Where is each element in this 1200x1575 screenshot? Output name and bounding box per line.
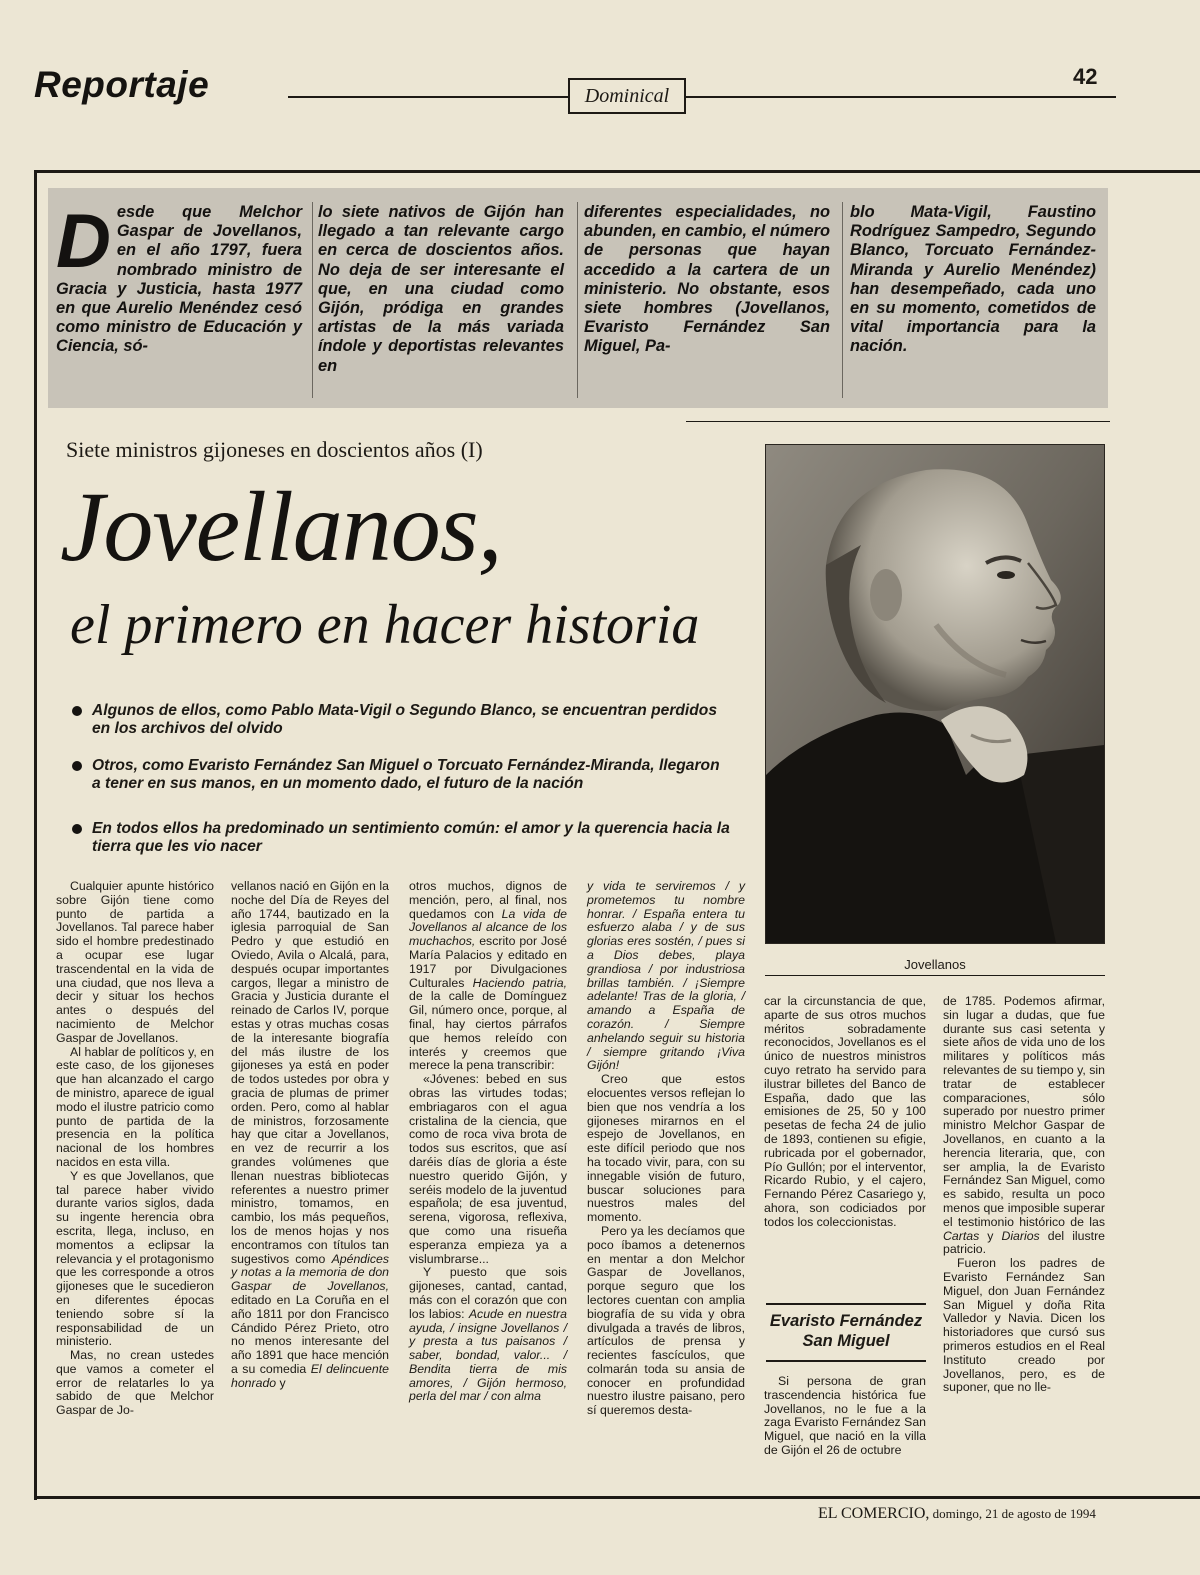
paragraph: Y puesto que sois gijoneses, cantad, cantad, más con el corazón que con los labios: Acude en nuestra ayuda, / insigne Jovellanos / y presta a tus paisanos / saber, bondad, valor... / Bendita tierra de mis amores, / Gijón hermoso, perla del mar / con alma [409, 1265, 567, 1404]
issue-date: domingo, 21 de agosto de 1994 [932, 1506, 1096, 1521]
intro-column-3: diferentes especialidades, no abunden, en cambio, el número de personas que hayan accedido a la cartera de un ministerio. No obstante, esos siete hombres (Jovellanos, Evaristo Fernández San Miguel, Pa- [584, 203, 830, 356]
paragraph: Pero ya les decíamos que poco íbamos a detenernos en mentar a don Melchor Gaspar de Jovellanos, porque seguro que los lectores cuentan con amplia biografía de su vida y obra divulgada a través de libros, artículos de prensa y recientes fascículos, que colmarán toda su ansia de conocer en profundidad nuestro ilustre paisano, pero sí queremos desta- [587, 1223, 745, 1418]
paragraph: y vida te serviremos / y prometemos tu nombre honrar. / España entera tu esfuerzo alaba / y de sus glorias eres sostén, / pues si a Dios debes, playa grandiosa / por industriosa brillas también. / ¡Siempre adelante! Tras de la gloria, / amando a España de corazón. / Siempre anhelando seguir su historia / siempre gritando ¡Viva Gijón! [587, 879, 745, 1073]
paragraph: «Jóvenes: bebed en sus obras las virtudes todas; embriagaros con el agua cristalina de la ciencia, que como de roca viva brota de todos sus escritos, que así daréis días de gloria a éste nuestro querido Gijón, y seréis modelo de la juventud española; de esa juventud, serena, vigorosa, reflexiva, que como una risueña esperanza empieza ya a vislumbrarse... [409, 1072, 567, 1266]
paragraph: Mas, no crean ustedes que vamos a cometer el error de relatarles lo ya sabido de que Melchor Gaspar de Jo- [56, 1348, 214, 1418]
kicker-rule [686, 421, 1110, 422]
paragraph: Creo que estos elocuentes versos reflejan lo bien que nos vendría a los gijoneses mirarnos en el espejo de Jovellanos, en este difícil periodo que nos ha tocado vivir, para, con su innegable visión de futuro, buscar soluciones para nuestros males del momento. [587, 1072, 745, 1225]
body-column-2 [231, 880, 389, 1390]
header-rule-left [288, 96, 570, 98]
body-column-5 [764, 995, 926, 1230]
body-column-6 [943, 995, 1105, 1395]
intro-separator [577, 202, 578, 398]
caption-rule [765, 975, 1105, 976]
headline-sub: el primero en hacer historia [70, 594, 700, 656]
summary-bullet: Otros, como Evaristo Fernández San Miguel o Torcuato Fernández-Miranda, llegaron a tener en sus manos, en un momento dado, el futuro de la nación [72, 757, 732, 793]
body-column-1 [56, 880, 214, 1418]
drop-cap: D [56, 199, 111, 284]
intro-separator [312, 202, 313, 398]
paragraph: Si persona de gran trascendencia histórica fue Jovellanos, no le fue a la zaga Evaristo Fernández San Miguel, que nació en la villa de Gijón el 26 de octubre [764, 1374, 927, 1457]
bullet-dot-icon [72, 824, 82, 834]
paragraph: Al hablar de políticos y, en este caso, de los gijoneses que han alcanzado el cargo de ministro, aparece de igual modo el ilustre patricio como punto de partida de la presencia en la política nacional de los hombres nacidos en esta villa. [56, 1044, 214, 1169]
intro-separator [842, 202, 843, 398]
header-rule-right [680, 96, 1116, 98]
body-column-5-continued [764, 1375, 926, 1458]
byline-rule-bottom [766, 1360, 926, 1362]
kicker: Siete ministros gijoneses en doscientos años (I) [66, 437, 483, 462]
body-column-3 [409, 880, 567, 1404]
paragraph: de 1785. Podemos afirmar, sin lugar a dudas, que fue durante sus casi setenta y siete años de vida uno de los militares y políticos más relevantes de su tiempo y, sin tratar de establecer comparaciones, sólo superado por nuestro primer ministro Melchor Gaspar de Jovellanos, en cuanto a la herencia literaria, que, con ser amplia, la de Evaristo Fernández San Miguel, como es sabido, resulta un poco menos que imposible superar el testimonio histórico de las Cartas y Diarios del ilustre patricio. [943, 994, 1105, 1257]
byline-rule-top [766, 1303, 926, 1305]
bullet-dot-icon [72, 761, 82, 771]
paragraph: vellanos nació en Gijón en la noche del Día de Reyes del año 1744, bautizado en la iglesia parroquial de San Pedro y que estudió en Oviedo, Avila o Alcalá, para, después ocupar importantes cargos, llegar a ministro de Gracia y Justicia durante el reinado de Carlos IV, porque estas y otras muchas cosas de la interesante biografía del más ilustre de los gijoneses ya está en poder de todos ustedes por obra y gracia de plumas de primer orden. Pero, como al hablar de ministros, forzosamente hay que citar a Jovellanos, en vez de recurrir a los grandes volúmenes que llenan nuestras bibliotecas referentes a nuestro primer ministro, tomamos, en cambio, los más pequeños, los de menos hojas y nos encontramos con títulos tan sugestivos como Apéndices y notas a la memoria de don Gaspar de Jovellanos, editado en La Coruña en el año 1811 por don Francisco Cándido Pérez Prieto, otro no menos interesante del año 1891 que hace mención a su comedia El delincuente honrado y [231, 879, 389, 1390]
photo-caption: Jovellanos [904, 957, 966, 972]
paragraph: Cualquier apunte histórico sobre Gijón tiene como punto de partida a Jovellanos. Tal parece haber sido el hombre predestinado a ocupar ese lugar trascendental en la vida de una ciudad, que nos lleva a decir y situar los hechos antes o después del nacimiento de Melchor Gaspar de Jovellanos. [56, 879, 214, 1045]
paragraph: car la circunstancia de que, aparte de sus otros muchos méritos sobradamente reconocidos, Jovellanos es el único de nuestros ministros cuyo retrato ha servido para ilustrar billetes del Banco de España, dado que las emisiones de 25, 50 y 100 pesetas de fecha 24 de julio de 1893, contienen su efigie, rubricada por el gobernador, Pío Gullón; por el interventor, Ricardo Rubio, y el cajero, Fernando Pérez Casariego y, ahora, son codiciados por todos los coleccionistas. [764, 994, 926, 1229]
portrait-illustration [766, 445, 1104, 943]
supplement-label: Dominical [568, 78, 686, 114]
subhead-byline: Evaristo Fernández San Miguel [769, 1312, 923, 1350]
portrait-photo [765, 444, 1105, 944]
intro-column-2: lo siete nativos de Gijón han llegado a tan relevante cargo en cerca de doscientos años. No deja de ser interesante el que, en una ciudad como Gijón, pródiga en grandes artistas de la más variada índole y deportistas relevantes en [318, 203, 564, 375]
footer-credit [818, 1505, 1096, 1523]
summary-bullet: Algunos de ellos, como Pablo Mata-Vigil o Segundo Blanco, se encuentran perdidos en los archivos del olvido [72, 702, 732, 738]
summary-bullet: En todos ellos ha predominado un sentimiento común: el amor y la querencia hacia la tierra que les vio nacer [72, 820, 732, 856]
intro-column-1: D esde que Melchor Gaspar de Jovellanos, en el año 1797, fuera nombrado ministro de Gracia y Justicia, hasta 1977 en que Aurelio Menéndez cesó como ministro de Educación y Ciencia, só- [56, 199, 302, 356]
body-column-4 [587, 880, 745, 1418]
paragraph: Y es que Jovellanos, que tal parece haber vivido durante varios siglos, dada su ingente herencia obra escrita, llega, incluso, en momentos a eclipsar la relevancia y el protagonismo que les corresponde a otros gijoneses que le sucedieron en diferentes épocas teniendo sobre sí la responsabilidad de un ministerio. [56, 1168, 214, 1349]
section-title: Reportaje [34, 64, 210, 105]
bullet-dot-icon [72, 706, 82, 716]
intro-column-4: blo Mata-Vigil, Faustino Rodríguez Sampedro, Segundo Blanco, Torcuato Fernández-Miranda y Aurelio Menéndez) han desempeñado, cada uno en su momento, cometidos de vital importancia para la nación. [850, 203, 1096, 356]
page-number: 42 [1073, 64, 1098, 89]
paragraph: Fueron los padres de Evaristo Fernández San Miguel, don Juan Fernández San Miguel y doña Rita Valledor y Navia. Dicen los historiadores que cursó sus primeros estudios en el Real Instituto creado por Jovellanos, pero, es de suponer, que no lle- [943, 1256, 1105, 1395]
newspaper-name: EL COMERCIO, [818, 1505, 930, 1522]
article-frame-bottom [34, 1496, 1200, 1499]
paragraph: otros muchos, dignos de mención, pero, al final, nos quedamos con La vida de Jovellanos al alcance de los muchachos, escrito por José María Palacios y editado en 1917 por Divulgaciones Culturales Haciendo patria, de la calle de Domínguez Gil, número once, porque, al final, hay ciertos párrafos que hemos releído con interés y creemos que merece la pena transcribir: [409, 879, 567, 1073]
headline-main: Jovellanos, [60, 471, 502, 582]
